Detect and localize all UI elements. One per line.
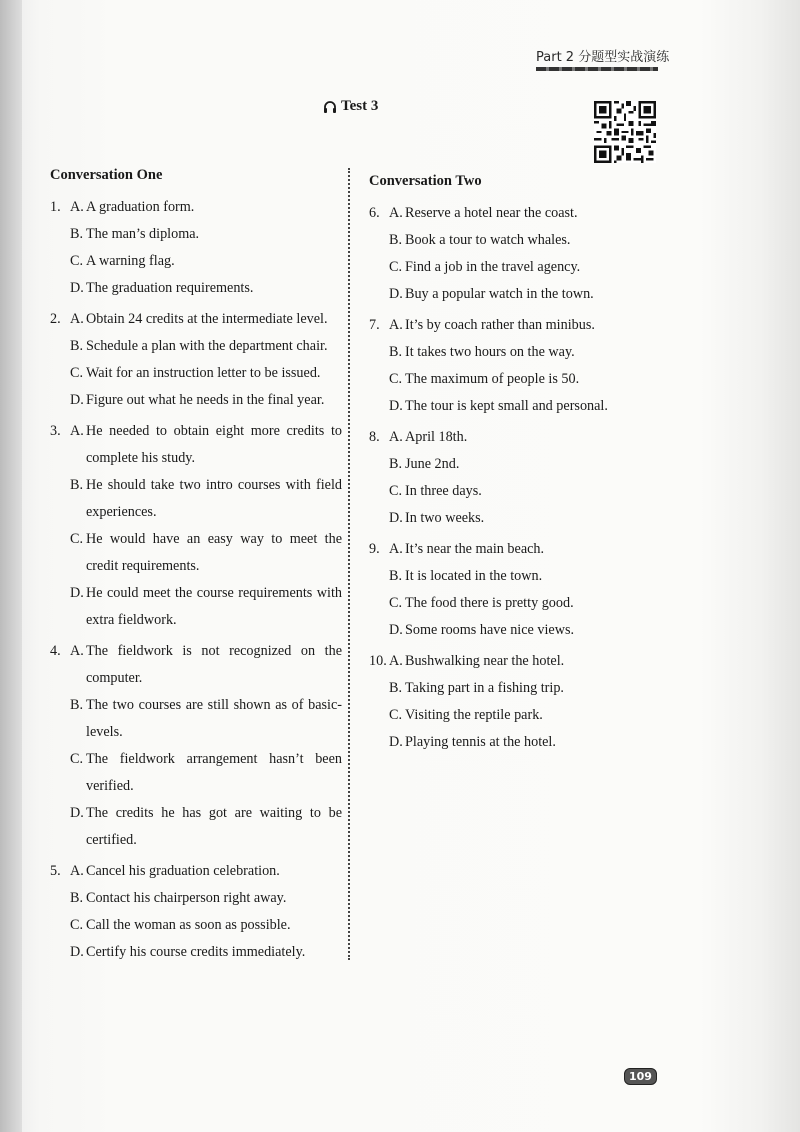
option-text: Visiting the reptile park.: [405, 707, 543, 723]
option-letter: D.: [389, 510, 403, 526]
option-letter: C.: [389, 371, 403, 387]
option-text: Playing tennis at the hotel.: [405, 734, 556, 750]
conversation-title: Conversation One: [50, 167, 163, 183]
answer-option: [369, 366, 669, 393]
option-letter: D.: [389, 622, 403, 638]
option-text: The graduation requirements.: [86, 280, 254, 296]
option-text: The credits he has got are waiting to be certified.: [86, 805, 342, 848]
option-text: Figure out what he needs in the final year.: [86, 392, 325, 408]
option-text: The two courses are still shown as of basic-levels.: [86, 697, 342, 740]
option-letter: B.: [389, 568, 403, 584]
page-number: 109: [624, 1068, 657, 1085]
option-text: Bushwalking near the hotel.: [405, 653, 565, 669]
question-item: [50, 418, 342, 634]
option-text: Buy a popular watch in the town.: [405, 286, 594, 302]
answer-option: [50, 387, 342, 414]
option-text: He could meet the course requirements with extra fieldwork.: [86, 585, 342, 628]
answer-option: [50, 580, 342, 634]
question-number: 5.: [50, 863, 61, 879]
option-letter: C.: [389, 707, 403, 723]
option-letter: A.: [70, 199, 84, 215]
answer-option: [369, 563, 669, 590]
answer-option: [369, 505, 669, 532]
answer-option: [369, 393, 669, 420]
question-item: [369, 648, 669, 756]
conversation-title: Conversation Two: [369, 173, 482, 189]
answer-option: [369, 702, 669, 729]
answer-option: [50, 800, 342, 854]
answer-option: [369, 729, 669, 756]
option-text: Book a tour to watch whales.: [405, 232, 571, 248]
answer-option: [50, 418, 342, 472]
option-letter: A.: [389, 429, 403, 445]
answer-option: [50, 360, 342, 387]
answer-option: [369, 451, 669, 478]
option-letter: B.: [70, 477, 84, 493]
option-letter: D.: [70, 392, 84, 408]
answer-option: [50, 333, 342, 360]
section-header: Part 2 分题型实战演练: [536, 50, 670, 65]
option-text: June 2nd.: [405, 456, 460, 472]
option-text: He should take two intro courses with field experiences.: [86, 477, 342, 520]
question-item: [50, 858, 342, 966]
answer-option: [369, 590, 669, 617]
answer-option: [369, 281, 669, 308]
answer-option: [369, 424, 669, 451]
conversation-two: [369, 168, 669, 760]
option-text: He needed to obtain eight more credits to complete his study.: [86, 423, 342, 466]
test-title: [323, 98, 378, 115]
answer-option: [369, 254, 669, 281]
question-number: 10.: [369, 653, 387, 669]
answer-option: [50, 885, 342, 912]
question-number: 3.: [50, 423, 61, 439]
option-text: Some rooms have nice views.: [405, 622, 575, 638]
question-number: 7.: [369, 317, 380, 333]
answer-option: [50, 939, 342, 966]
option-text: He would have an easy way to meet the credit requirements.: [86, 531, 342, 574]
answer-option: [50, 912, 342, 939]
answer-option: [50, 692, 342, 746]
option-text: April 18th.: [405, 429, 468, 445]
test-title-text: Test 3: [341, 98, 379, 114]
answer-option: [50, 526, 342, 580]
option-text: The fieldwork is not recognized on the computer.: [86, 643, 342, 686]
option-letter: A.: [389, 653, 403, 669]
option-text: It’s near the main beach.: [405, 541, 545, 557]
option-text: In three days.: [405, 483, 482, 499]
option-letter: A.: [389, 205, 403, 221]
option-letter: A.: [70, 643, 84, 659]
answer-option: [369, 227, 669, 254]
option-text: Obtain 24 credits at the intermediate level.: [86, 311, 328, 327]
option-letter: C.: [70, 531, 84, 547]
question-item: [50, 306, 342, 414]
answer-option: [50, 221, 342, 248]
option-letter: B.: [70, 890, 84, 906]
option-letter: A.: [70, 311, 84, 327]
column-divider: [348, 168, 350, 960]
option-letter: C.: [389, 595, 403, 611]
question-item: [50, 194, 342, 302]
answer-option: [50, 248, 342, 275]
option-letter: C.: [389, 483, 403, 499]
question-number: 8.: [369, 429, 380, 445]
answer-option: [50, 638, 342, 692]
option-letter: B.: [70, 338, 84, 354]
conversation-one: [50, 162, 342, 970]
option-text: It is located in the town.: [405, 568, 543, 584]
question-number: 9.: [369, 541, 380, 557]
option-text: Taking part in a fishing trip.: [405, 680, 564, 696]
question-item: [369, 424, 669, 532]
option-letter: D.: [389, 398, 403, 414]
answer-option: [369, 339, 669, 366]
option-letter: B.: [389, 456, 403, 472]
option-text: Contact his chairperson right away.: [86, 890, 287, 906]
answer-option: [369, 648, 669, 675]
option-letter: D.: [389, 734, 403, 750]
option-text: A graduation form.: [86, 199, 195, 215]
option-text: It’s by coach rather than minibus.: [405, 317, 595, 333]
option-letter: A.: [389, 317, 403, 333]
answer-option: [50, 472, 342, 526]
answer-option: [50, 275, 342, 302]
option-text: Call the woman as soon as possible.: [86, 917, 291, 933]
option-text: Reserve a hotel near the coast.: [405, 205, 578, 221]
question-number: 2.: [50, 311, 61, 327]
option-letter: A.: [389, 541, 403, 557]
answer-option: [50, 858, 342, 885]
option-letter: C.: [70, 253, 84, 269]
option-text: A warning flag.: [86, 253, 175, 269]
option-letter: B.: [389, 232, 403, 248]
question-number: 6.: [369, 205, 380, 221]
option-text: The food there is pretty good.: [405, 595, 574, 611]
option-letter: D.: [70, 944, 84, 960]
option-letter: D.: [70, 280, 84, 296]
option-letter: B.: [389, 680, 403, 696]
headphone-icon: [323, 100, 337, 114]
option-letter: C.: [70, 751, 84, 767]
option-text: The man’s diploma.: [86, 226, 200, 242]
book-spine-shadow: [0, 0, 22, 1132]
answer-option: [369, 312, 669, 339]
question-item: [50, 638, 342, 854]
question-item: [369, 536, 669, 644]
option-text: In two weeks.: [405, 510, 485, 526]
question-number: 1.: [50, 199, 61, 215]
question-item: [369, 200, 669, 308]
option-letter: D.: [70, 805, 84, 821]
option-letter: A.: [70, 863, 84, 879]
option-letter: B.: [389, 344, 403, 360]
header-rule: [536, 67, 658, 71]
option-letter: D.: [389, 286, 403, 302]
answer-option: [369, 536, 669, 563]
option-text: Find a job in the travel agency.: [405, 259, 581, 275]
option-text: The tour is kept small and personal.: [405, 398, 608, 414]
option-text: Cancel his graduation celebration.: [86, 863, 280, 879]
option-letter: B.: [70, 226, 84, 242]
answer-option: [50, 194, 342, 221]
answer-option: [50, 746, 342, 800]
answer-option: [369, 478, 669, 505]
option-letter: A.: [70, 423, 84, 439]
answer-option: [369, 200, 669, 227]
option-letter: C.: [389, 259, 403, 275]
option-text: It takes two hours on the way.: [405, 344, 575, 360]
answer-option: [369, 617, 669, 644]
qr-code[interactable]: [594, 101, 656, 163]
option-text: Wait for an instruction letter to be issued.: [86, 365, 321, 381]
question-item: [369, 312, 669, 420]
option-letter: D.: [70, 585, 84, 601]
answer-option: [369, 675, 669, 702]
option-text: Certify his course credits immediately.: [86, 944, 306, 960]
option-letter: C.: [70, 917, 84, 933]
option-text: Schedule a plan with the department chair.: [86, 338, 328, 354]
option-letter: C.: [70, 365, 84, 381]
option-letter: B.: [70, 697, 84, 713]
option-text: The fieldwork arrangement hasn’t been verified.: [86, 751, 342, 794]
question-number: 4.: [50, 643, 61, 659]
option-text: The maximum of people is 50.: [405, 371, 580, 387]
answer-option: [50, 306, 342, 333]
